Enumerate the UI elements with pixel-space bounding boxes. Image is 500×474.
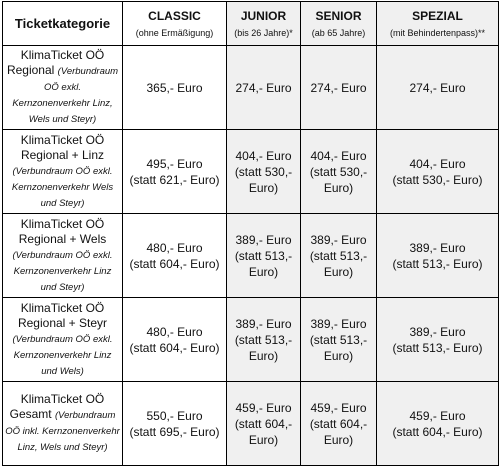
price-cell-classic (123, 46, 227, 130)
ticket-name: KlimaTicket OÖ Regional + Linz (20, 132, 105, 162)
ticket-category-cell (3, 298, 123, 382)
ticket-note: (Verbundraum OÖ exkl. Kernzonenverkehr Linz und Steyr) (12, 249, 113, 293)
price-value: 480,- Euro (146, 240, 203, 255)
price-value: 274,- Euro (310, 80, 367, 95)
original-price: (statt 604,- Euro) (234, 416, 293, 447)
price-value: 274,- Euro (409, 80, 466, 95)
header-title: SPEZIAL (412, 8, 463, 23)
price-cell-senior (301, 130, 377, 214)
original-price: (statt 513,- Euro) (392, 340, 483, 355)
price-value: 495,- Euro (146, 156, 203, 171)
price-cell-spezial (377, 130, 499, 214)
ticket-note: (Verbundraum OÖ exkl. Kernzonenverkehr Linz, Wels und Steyr) (12, 66, 119, 125)
header-title: JUNIOR (240, 8, 287, 23)
header-subtitle: (ohne Ermäßigung) (135, 27, 214, 38)
original-price: (statt 530,- Euro) (234, 164, 293, 195)
price-value: 459,- Euro (409, 408, 466, 423)
price-cell-junior (227, 298, 301, 382)
ticket-name: KlimaTicket OÖ Regional (6, 48, 105, 77)
header-row (3, 2, 499, 46)
price-cell-senior (301, 46, 377, 130)
original-price: (statt 604,- Euro) (129, 256, 220, 271)
ticket-name: KlimaTicket OÖ Gesamt (9, 392, 105, 421)
table-row (3, 382, 499, 466)
original-price: (statt 513,- Euro) (234, 332, 293, 363)
price-cell-spezial (377, 382, 499, 466)
price-value: 404,- Euro (235, 148, 292, 163)
price-value: 389,- Euro (235, 232, 292, 247)
header-junior (227, 2, 301, 46)
original-price: (statt 604,- Euro) (309, 416, 368, 447)
ticket-category-cell (3, 382, 123, 466)
header-senior (301, 2, 377, 46)
ticket-note: (Verbundraum OÖ exkl. Kernzonenverkehr Linz und Wels) (12, 333, 113, 377)
price-cell-junior (227, 382, 301, 466)
ticket-category-cell (3, 46, 123, 130)
original-price: (statt 695,- Euro) (129, 424, 220, 439)
ticket-note: (Verbundraum OÖ inkl. Kernzonenverkehr Linz, Wels und Steyr) (5, 410, 120, 453)
price-value: 389,- Euro (409, 324, 466, 339)
price-cell-classic (123, 382, 227, 466)
price-table (2, 1, 499, 466)
ticket-note: (Verbundraum OÖ exkl. Kernzonenverkehr Wels und Steyr) (11, 165, 114, 209)
ticket-name: KlimaTicket OÖ Regional + Wels (18, 216, 107, 246)
header-category: Ticketkategorie (3, 2, 123, 46)
original-price: (statt 604,- Euro) (129, 340, 220, 355)
price-cell-junior (227, 46, 301, 130)
original-price: (statt 513,- Euro) (234, 248, 293, 279)
header-classic (123, 2, 227, 46)
ticket-category-cell (3, 130, 123, 214)
price-cell-senior (301, 382, 377, 466)
price-value: 459,- Euro (235, 400, 292, 415)
price-cell-spezial (377, 298, 499, 382)
ticket-name: KlimaTicket OÖ Regional + Steyr (17, 300, 108, 330)
price-cell-spezial (377, 46, 499, 130)
price-value: 389,- Euro (310, 232, 367, 247)
original-price: (statt 513,- Euro) (309, 248, 368, 279)
header-subtitle: (ab 65 Jahre) (311, 27, 366, 38)
price-cell-classic (123, 298, 227, 382)
original-price: (statt 621,- Euro) (129, 172, 220, 187)
table-row (3, 130, 499, 214)
price-cell-junior (227, 214, 301, 298)
price-value: 480,- Euro (146, 324, 203, 339)
price-value: 550,- Euro (146, 408, 203, 423)
ticket-category-cell (3, 214, 123, 298)
original-price: (statt 513,- Euro) (392, 256, 483, 271)
price-cell-senior (301, 298, 377, 382)
price-cell-classic (123, 214, 227, 298)
price-value: 459,- Euro (310, 400, 367, 415)
table-row (3, 214, 499, 298)
header-subtitle: (bis 26 Jahre)* (234, 27, 293, 38)
price-cell-senior (301, 214, 377, 298)
original-price: (statt 604,- Euro) (392, 424, 483, 439)
price-cell-spezial (377, 214, 499, 298)
original-price: (statt 530,- Euro) (392, 172, 483, 187)
price-cell-classic (123, 130, 227, 214)
original-price: (statt 530,- Euro) (309, 164, 368, 195)
price-value: 365,- Euro (146, 80, 203, 95)
header-title: CLASSIC (148, 8, 201, 23)
price-value: 404,- Euro (409, 156, 466, 171)
header-subtitle: (mit Behindertenpass)** (389, 27, 486, 38)
table-body (3, 46, 499, 466)
header-spezial (377, 2, 499, 46)
table-row (3, 298, 499, 382)
price-value: 404,- Euro (310, 148, 367, 163)
table-row (3, 46, 499, 130)
price-value: 389,- Euro (235, 316, 292, 331)
price-value: 389,- Euro (409, 240, 466, 255)
original-price: (statt 513,- Euro) (309, 332, 368, 363)
price-cell-junior (227, 130, 301, 214)
price-value: 274,- Euro (235, 80, 292, 95)
header-title: SENIOR (315, 8, 362, 23)
price-value: 389,- Euro (310, 316, 367, 331)
